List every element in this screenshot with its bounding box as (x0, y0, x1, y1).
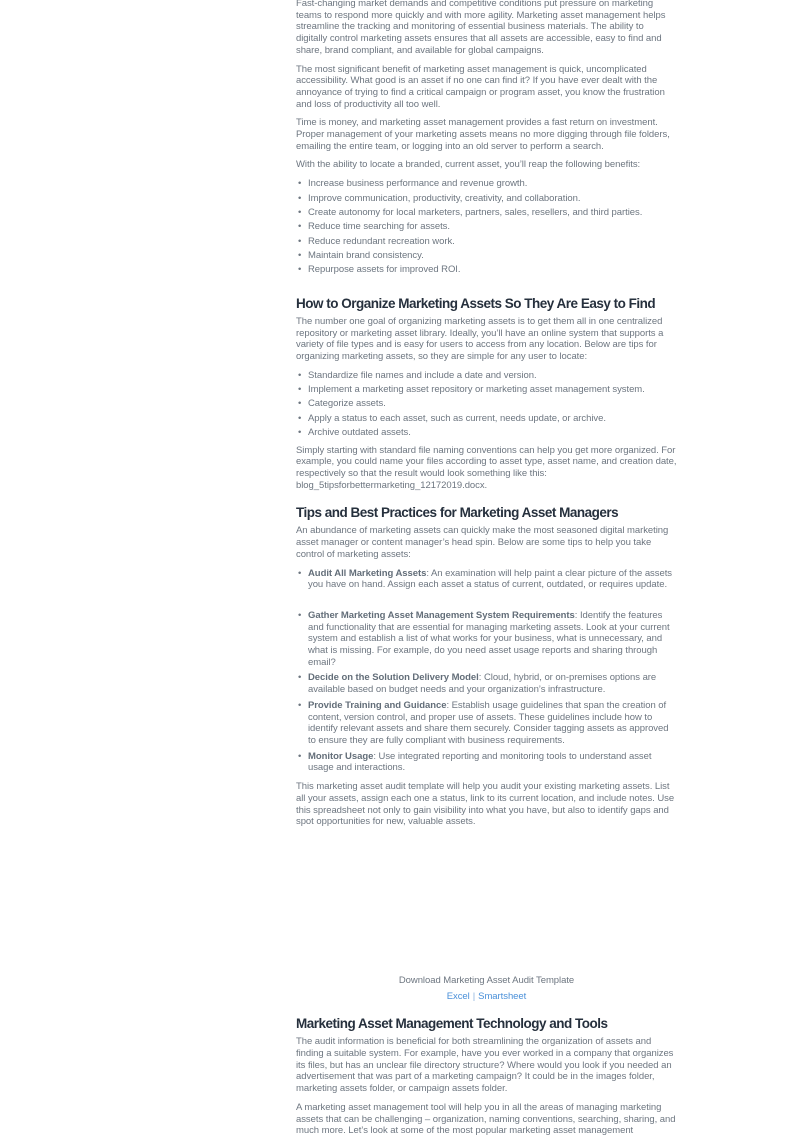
list-item: • Repurpose assets for improved ROI. (296, 264, 677, 276)
list-item: • Implement a marketing asset repository or marketing asset management system. (296, 384, 677, 396)
tip-label: Decide on the Solution Delivery Model (308, 672, 479, 684)
list-item: • Reduce redundant recreation work. (296, 236, 677, 248)
list-item (296, 700, 677, 747)
technology-paragraph: A marketing asset management tool will help you in all the areas of managing marketing assets that can be challenging – organization, naming conventions, searching, sharing, and much more. Let’s look at some of the most popular marketing asset management (296, 1101, 676, 1137)
audit-template-paragraph: This marketing asset audit template will help you audit your existing marketing assets. List all your assets, assign each one a status, link to its current location, and include notes. Use this spreadsheet not only to gain visibility into what you have, but also to identify gaps and spot opportunities for new, valuable assets. (296, 781, 675, 828)
tip-label: Provide Training and Guidance (308, 699, 447, 711)
list-item: • Maintain brand consistency. (296, 250, 677, 262)
list-item: • Standardize file names and include a date and version. (296, 370, 677, 382)
list-item: • Reduce time searching for assets. (296, 221, 677, 233)
intro-paragraph: Time is money, and marketing asset management provides a fast return on investment. Proper management of your marketing assets means no more digging through file folders, emailing the entire team, or logging into an old server to perform a search. (296, 117, 670, 152)
tip-text: : Establish usage guidelines that span the creation of content, version control, and proper use of assets. These guidelines include how to identify relevant assets and share them securely. Consider tagging assets as approved to ensure they are fully compliant with business requirements. (308, 699, 669, 746)
intro-paragraph: The most significant benefit of marketing asset management is quick, uncomplicated accessibility. What good is an asset if no one can find it? If you have ever dealt with the annoyance of trying to find a critical campaign or program asset, you know the frustration and loss of productivity all too well. (296, 63, 665, 110)
list-item: • Apply a status to each asset, such as current, needs update, or archive. (296, 413, 677, 425)
tip-label: Monitor Usage (308, 750, 374, 762)
section-heading-best-practices: Tips and Best Practices for Marketing Asset Managers (296, 505, 619, 521)
list-item (296, 610, 677, 669)
download-block (296, 975, 677, 1002)
list-item: • Increase business performance and revenue growth. (296, 178, 677, 190)
smartsheet-link[interactable]: Smartsheet (478, 990, 527, 1002)
content-spacer (296, 835, 677, 975)
benefits-intro: With the ability to locate a branded, current asset, you’ll reap the following benefits: (296, 159, 641, 171)
list-item: • Categorize assets. (296, 398, 677, 410)
tip-label: Gather Marketing Asset Management System Requirements (308, 609, 575, 621)
technology-paragraph: The audit information is beneficial for both streamlining the organization of assets and finding a suitable system. For example, have you ever worked in a company that organizes its files, but has an unclear file directory structure? Where would you look if you needed an advertisement that was part of a marketing campaign? It could be in the images folder, marketing assets folder, or campaign assets folder. (296, 1036, 674, 1095)
list-item: • Archive outdated assets. (296, 427, 677, 439)
tip-text: : An examination will help paint a clear picture of the assets you have on hand. Assign each asset a status of current, outdated, or requires update. (308, 567, 672, 591)
best-practices-intro-paragraph: An abundance of marketing assets can quickly make the most seasoned digital marketing asset manager or content manager’s head spin. Below are some tips to help you take control of marketing assets: (296, 525, 669, 560)
tip-text: : Identify the features and functionality that are essential for managing marketing assets. Look at your current system and establish a list of what works for your business, what is unnecessary, and what is missing. For example, do you need asset usage reports and sharing through email? (308, 609, 670, 668)
organize-intro-paragraph: The number one goal of organizing marketing assets is to get them all in one centralized repository or marketing asset library. Ideally, you’ll have an online system that supports a variety of file types and is easy for users to access from any location. Below are tips for organizing marketing assets, so they are simple for any user to locate: (296, 315, 664, 362)
list-item (296, 751, 677, 774)
download-links (296, 991, 677, 1003)
link-separator: | (472, 990, 476, 1002)
download-caption: Download Marketing Asset Audit Template (398, 974, 575, 986)
tip-label: Audit All Marketing Assets (308, 567, 427, 579)
best-practices-list (296, 568, 677, 782)
benefits-list (296, 178, 677, 282)
organize-tips-list (296, 370, 677, 445)
list-item: • Create autonomy for local marketers, partners, sales, resellers, and third parties. (296, 207, 677, 219)
article-body (296, 0, 677, 1144)
list-item: • Improve communication, productivity, creativity, and collaboration. (296, 193, 677, 205)
tip-text: : Use integrated reporting and monitoring tools to understand asset usage and interactions. (308, 750, 652, 774)
section-heading-organize: How to Organize Marketing Assets So They Are Easy to Find (296, 295, 656, 311)
section-heading-technology: Marketing Asset Management Technology and Tools (296, 1016, 608, 1032)
list-item (296, 672, 677, 695)
list-item (296, 568, 677, 591)
excel-link[interactable]: Excel (446, 990, 470, 1002)
organize-outro-paragraph: Simply starting with standard file naming conventions can help you get more organized. For example, you could name your files according to asset type, asset name, and creation date, respectively so that the result would look something like this: blog_5tipsforbettermarketing_12172019.docx. (296, 444, 677, 491)
tip-text: : Cloud, hybrid, or on-premises options are available based on budget needs and your organization’s infrastructure. (308, 672, 657, 696)
intro-paragraph: Fast-changing market demands and competitive conditions put pressure on marketing teams to respond more quickly and with more agility. Marketing asset management helps streamline the tracking and monitoring of essential business materials. The ability to digitally control marketing assets ensures that all assets are accessible, easy to find and share, brand compliant, and available for global campaigns. (296, 0, 666, 56)
